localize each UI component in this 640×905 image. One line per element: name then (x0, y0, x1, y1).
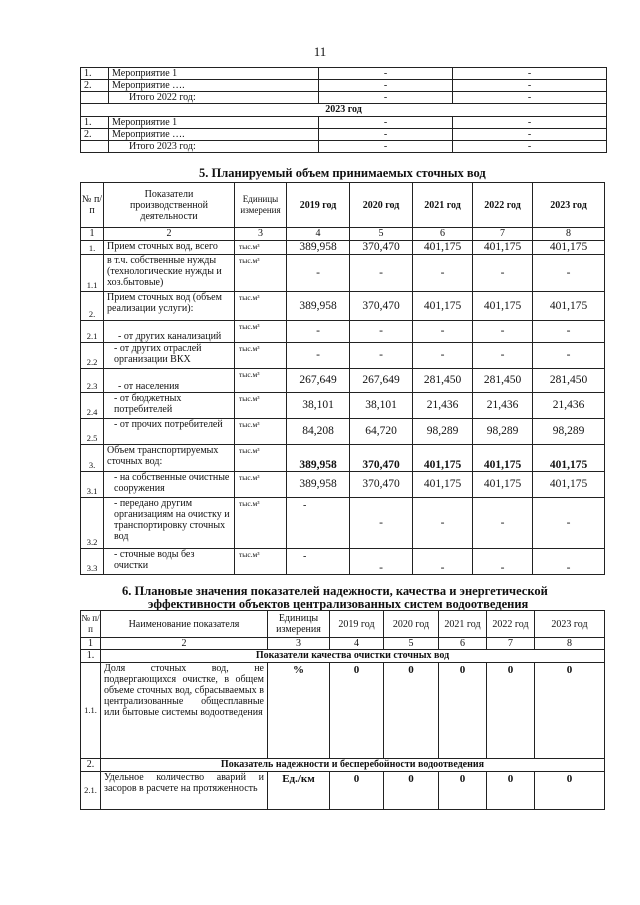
value-2022: 281,450 (473, 369, 533, 393)
col-number: 6 (413, 228, 473, 241)
value-2023: - (533, 549, 605, 575)
unit-cell: тыс.м³ (235, 241, 287, 255)
value-2020: - (350, 255, 413, 292)
value-2020: 0 (384, 772, 439, 810)
indicator-name: - от населения (104, 369, 235, 393)
value-2019: - (287, 549, 350, 575)
value-cell: - (453, 92, 607, 104)
value-2021: 98,289 (413, 419, 473, 445)
value-2020: 370,470 (350, 292, 413, 321)
indicator-name: Объем транспортируемых сточных вод: (104, 445, 235, 472)
col-number: 8 (535, 638, 605, 650)
col-header-2022: 2022 год (487, 611, 535, 638)
table-row (81, 92, 607, 104)
value-2023: 21,436 (533, 393, 605, 419)
col-header-2021: 2021 год (413, 183, 473, 228)
table-row (81, 80, 607, 92)
row-number: 1.1 (81, 255, 104, 292)
value-2023: 401,175 (533, 241, 605, 255)
value-2023: 0 (535, 663, 605, 759)
row-number: 2.1. (81, 772, 101, 810)
value-2023: 0 (535, 772, 605, 810)
table-row (81, 369, 605, 393)
table-row (81, 549, 605, 575)
total-label: Итого 2022 год: (109, 92, 319, 104)
col-number: 1 (81, 228, 104, 241)
value-2022: - (473, 321, 533, 343)
col-number: 4 (287, 228, 350, 241)
table-row (81, 117, 607, 129)
value-2020: 370,470 (350, 472, 413, 498)
value-2023: 401,175 (533, 292, 605, 321)
event-name: Мероприятие …. (109, 129, 319, 141)
col-header-2021: 2021 год (439, 611, 487, 638)
value-2022: 0 (487, 772, 535, 810)
event-name: Мероприятие …. (109, 80, 319, 92)
total-label: Итого 2023 год: (109, 141, 319, 153)
col-number: 7 (473, 228, 533, 241)
value-2022: - (473, 343, 533, 369)
row-number: 3.3 (81, 549, 104, 575)
group-row (81, 759, 605, 772)
value-cell: - (453, 141, 607, 153)
row-number: 1. (81, 241, 104, 255)
col-number: 5 (350, 228, 413, 241)
col-number: 5 (384, 638, 439, 650)
table-row (81, 772, 605, 810)
col-header-2023: 2023 год (535, 611, 605, 638)
col-header-indicator: Показатели производственной деятельности (104, 183, 235, 228)
value-2021: 401,175 (413, 472, 473, 498)
value-2023: 281,450 (533, 369, 605, 393)
table-row (81, 321, 605, 343)
value-2019: 0 (330, 663, 384, 759)
indicator-name: Доля сточных вод, не подвергающихся очистке, в общем объеме сточных вод, сбрасываемых в централизованные общесплавные или бытовые системы водоотведения (101, 663, 268, 759)
value-2020: - (350, 498, 413, 549)
col-number: 2 (101, 638, 268, 650)
value-2022: - (473, 498, 533, 549)
indicator-name: - передано другим организациям на очистку и транспортировку сточных вод (104, 498, 235, 549)
value-2020: 0 (384, 663, 439, 759)
unit-cell: тыс.м³ (235, 255, 287, 292)
group-number: 1. (81, 650, 101, 663)
col-header-2022: 2022 год (473, 183, 533, 228)
value-2020: - (350, 321, 413, 343)
year-header-row (81, 104, 607, 117)
value-2019: - (287, 321, 350, 343)
section-6-title-line-1: 6. Плановые значения показателей надежности, качества и энергетической (122, 584, 548, 598)
col-number: 4 (330, 638, 384, 650)
value-2019: 389,958 (287, 292, 350, 321)
col-header-number: № п/п (81, 611, 101, 638)
col-number: 3 (268, 638, 330, 650)
row-number: 2.2 (81, 343, 104, 369)
value-2022: 0 (487, 663, 535, 759)
unit-cell: тыс.м³ (235, 343, 287, 369)
unit-cell: тыс.м³ (235, 419, 287, 445)
table-row (81, 255, 605, 292)
table-row (81, 343, 605, 369)
value-cell: - (453, 129, 607, 141)
value-2022: 98,289 (473, 419, 533, 445)
indicator-name: - от бюджетных потребителей (104, 393, 235, 419)
row-number: 2. (81, 80, 109, 92)
unit-cell: Ед./км (268, 772, 330, 810)
col-number: 7 (487, 638, 535, 650)
reliability-indicators-table (80, 610, 605, 810)
value-2021: 0 (439, 663, 487, 759)
value-cell: - (319, 141, 453, 153)
value-2019: 0 (330, 772, 384, 810)
value-2022: 21,436 (473, 393, 533, 419)
row-number: 2.3 (81, 369, 104, 393)
value-cell: - (453, 117, 607, 129)
row-number (81, 141, 109, 153)
col-number: 6 (439, 638, 487, 650)
row-number (81, 92, 109, 104)
indicator-name: - на собственные очистные сооружения (104, 472, 235, 498)
value-cell: - (319, 80, 453, 92)
value-2019: 389,958 (287, 241, 350, 255)
col-header-indicator: Наименование показателя (101, 611, 268, 638)
col-header-2019: 2019 год (287, 183, 350, 228)
value-2021: 401,175 (413, 445, 473, 472)
unit-cell: тыс.м³ (235, 472, 287, 498)
value-2023: - (533, 321, 605, 343)
value-2021: - (413, 498, 473, 549)
unit-cell: тыс.м³ (235, 498, 287, 549)
value-2019: 389,958 (287, 445, 350, 472)
value-2021: - (413, 549, 473, 575)
value-2019: - (287, 498, 350, 549)
wastewater-volume-table (80, 182, 605, 575)
header-row (81, 183, 605, 228)
value-2023: - (533, 498, 605, 549)
value-cell: - (319, 68, 453, 80)
row-number: 3.2 (81, 498, 104, 549)
value-cell: - (319, 117, 453, 129)
row-number: 2. (81, 292, 104, 321)
row-number: 1. (81, 117, 109, 129)
value-2020: - (350, 343, 413, 369)
indicator-name: - от других отраслей организации ВКХ (104, 343, 235, 369)
indicator-name: - от прочих потребителей (104, 419, 235, 445)
top-events-table (80, 67, 607, 153)
unit-cell: тыс.м³ (235, 369, 287, 393)
indicator-name: - сточные воды без очистки (104, 549, 235, 575)
col-number: 8 (533, 228, 605, 241)
row-number: 3. (81, 445, 104, 472)
value-2023: 98,289 (533, 419, 605, 445)
row-number: 2.5 (81, 419, 104, 445)
value-2021: - (413, 343, 473, 369)
table-row (81, 419, 605, 445)
row-number: 1. (81, 68, 109, 80)
col-header-unit: Единицы измерения (268, 611, 330, 638)
section-5-title: 5. Планируемый объем принимаемых сточных вод (199, 166, 486, 180)
group-title: Показатель надежности и бесперебойности водоотведения (101, 759, 605, 772)
value-cell: - (453, 80, 607, 92)
indicator-name: - от других канализаций (104, 321, 235, 343)
value-2020: 38,101 (350, 393, 413, 419)
row-number: 2.4 (81, 393, 104, 419)
indicator-name: в т.ч. собственные нужды (технологические нужды и хоз.бытовые) (104, 255, 235, 292)
value-2021: 21,436 (413, 393, 473, 419)
value-cell: - (319, 129, 453, 141)
value-2021: - (413, 255, 473, 292)
unit-cell: тыс.м³ (235, 445, 287, 472)
value-2021: 0 (439, 772, 487, 810)
table-row (81, 393, 605, 419)
value-2019: 389,958 (287, 472, 350, 498)
value-2023: - (533, 255, 605, 292)
col-header-number: № п/ п (81, 183, 104, 228)
table-row (81, 472, 605, 498)
unit-cell: % (268, 663, 330, 759)
table-row (81, 498, 605, 549)
value-2022: - (473, 255, 533, 292)
unit-cell: тыс.м³ (235, 292, 287, 321)
value-2022: 401,175 (473, 472, 533, 498)
value-2022: - (473, 549, 533, 575)
value-2019: - (287, 255, 350, 292)
value-2019: 38,101 (287, 393, 350, 419)
value-2020: 64,720 (350, 419, 413, 445)
value-2021: 281,450 (413, 369, 473, 393)
value-2020: 267,649 (350, 369, 413, 393)
column-numbers-row (81, 638, 605, 650)
page-number: 11 (313, 44, 327, 59)
col-header-2020: 2020 год (384, 611, 439, 638)
group-title: Показатели качества очистки сточных вод (101, 650, 605, 663)
indicator-name: Удельное количество аварий и засоров в расчете на протяженность (101, 772, 268, 810)
value-2022: 401,175 (473, 292, 533, 321)
section-6-title-line-2: эффективности объектов централизованных систем водоотведения (148, 597, 529, 611)
value-2020: 370,470 (350, 241, 413, 255)
value-2020: - (350, 549, 413, 575)
table-row (81, 241, 605, 255)
unit-cell: тыс.м³ (235, 393, 287, 419)
value-2023: 401,175 (533, 472, 605, 498)
value-2021: - (413, 321, 473, 343)
value-2021: 401,175 (413, 292, 473, 321)
col-number: 3 (235, 228, 287, 241)
value-cell: - (453, 68, 607, 80)
year-header: 2023 год (81, 104, 607, 117)
group-number: 2. (81, 759, 101, 772)
row-number: 2.1 (81, 321, 104, 343)
table-row (81, 141, 607, 153)
value-2019: 267,649 (287, 369, 350, 393)
value-2021: 401,175 (413, 241, 473, 255)
col-number: 2 (104, 228, 235, 241)
value-2019: 84,208 (287, 419, 350, 445)
group-row (81, 650, 605, 663)
unit-cell: тыс.м³ (235, 321, 287, 343)
value-2019: - (287, 343, 350, 369)
event-name: Мероприятие 1 (109, 68, 319, 80)
col-header-2019: 2019 год (330, 611, 384, 638)
value-cell: - (319, 92, 453, 104)
row-number: 3.1 (81, 472, 104, 498)
value-2022: 401,175 (473, 241, 533, 255)
table-row (81, 292, 605, 321)
column-numbers-row (81, 228, 605, 241)
col-number: 1 (81, 638, 101, 650)
value-2022: 401,175 (473, 445, 533, 472)
indicator-name: Прием сточных вод (объем реализации услуги): (104, 292, 235, 321)
row-number: 1.1. (81, 663, 101, 759)
value-2020: 370,470 (350, 445, 413, 472)
value-2023: 401,175 (533, 445, 605, 472)
header-row (81, 611, 605, 638)
unit-cell: тыс.м³ (235, 549, 287, 575)
row-number: 2. (81, 129, 109, 141)
col-header-2020: 2020 год (350, 183, 413, 228)
table-row (81, 129, 607, 141)
table-row (81, 663, 605, 759)
table-row (81, 68, 607, 80)
table-row (81, 445, 605, 472)
value-2023: - (533, 343, 605, 369)
col-header-unit: Единицы измерения (235, 183, 287, 228)
col-header-2023: 2023 год (533, 183, 605, 228)
event-name: Мероприятие 1 (109, 117, 319, 129)
indicator-name: Прием сточных вод, всего (104, 241, 235, 255)
